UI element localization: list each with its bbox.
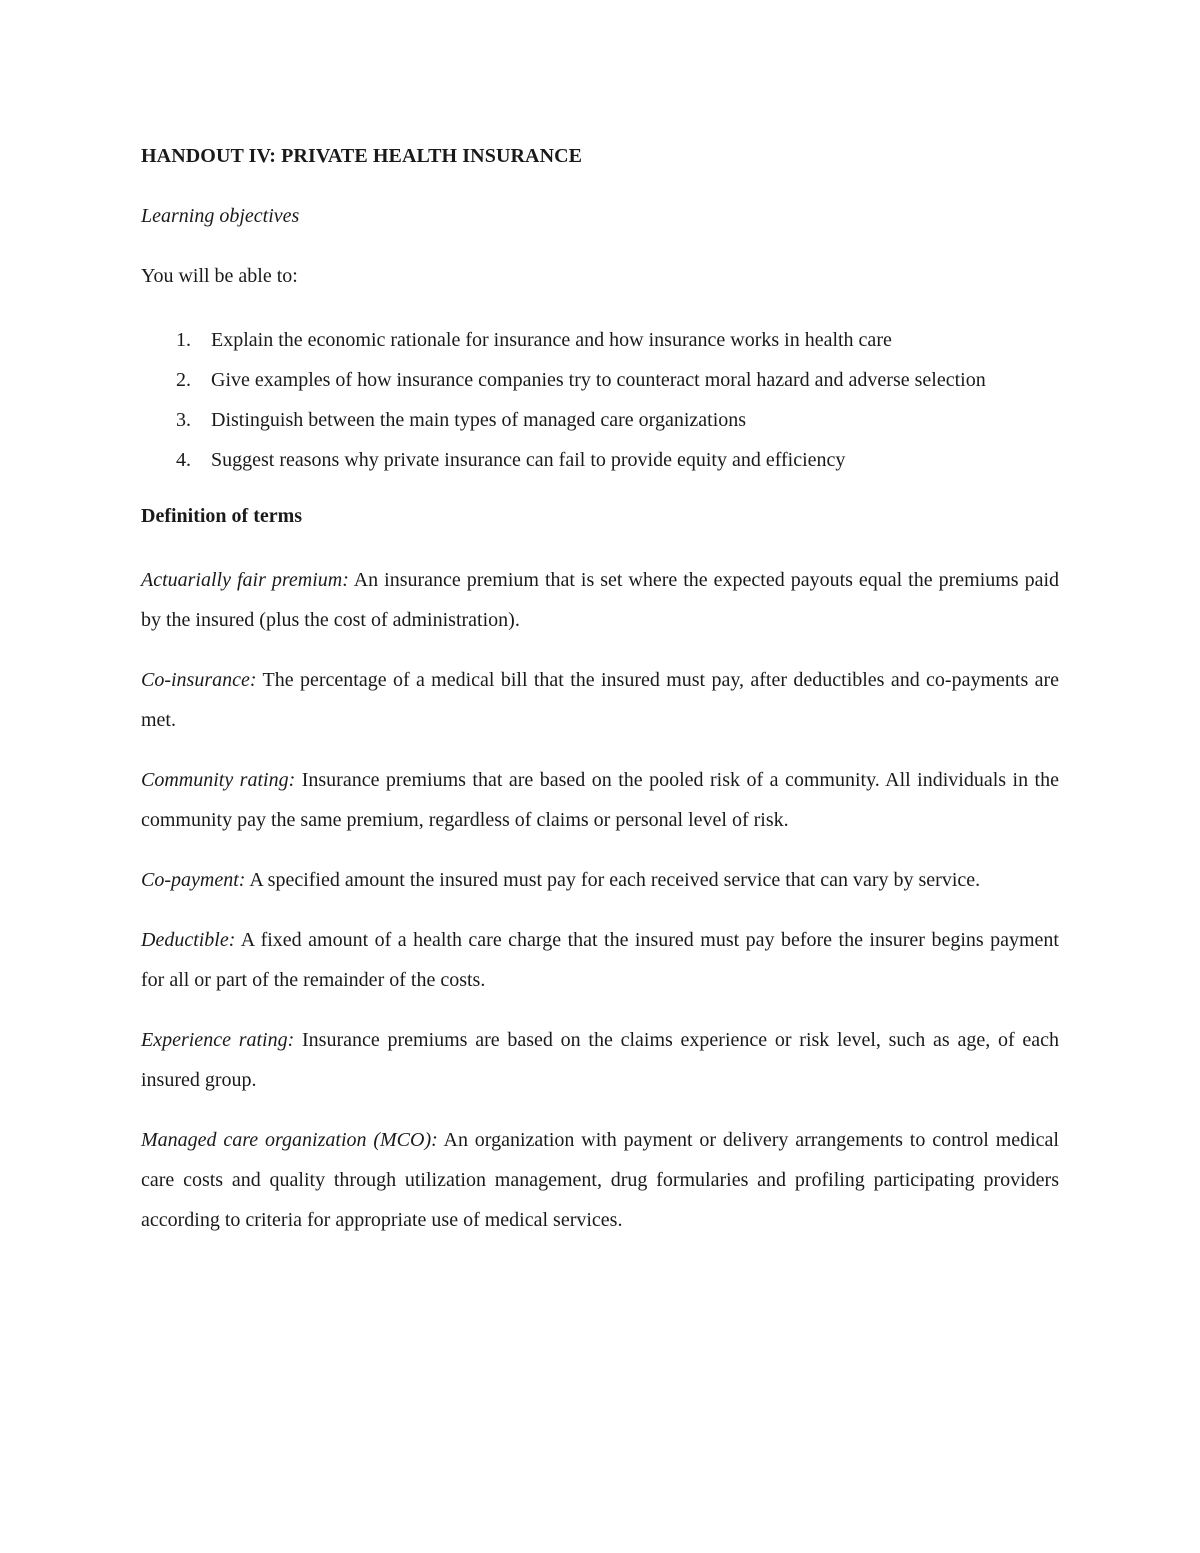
term-definition xyxy=(141,1020,1059,1100)
term-text: A specified amount the insured must pay for each received service that can vary by service. xyxy=(245,869,981,891)
list-item-text: Distinguish between the main types of managed care organizations xyxy=(211,409,747,431)
document-title: HANDOUT IV: PRIVATE HEALTH INSURANCE xyxy=(141,145,583,167)
term-name: Managed care organization (MCO): xyxy=(141,1129,438,1151)
list-item-text: Suggest reasons why private insurance can fail to provide equity and efficiency xyxy=(211,449,846,471)
term-name: Community rating: xyxy=(141,769,296,791)
list-item xyxy=(141,400,1059,440)
term-text: Insurance premiums are based on the claims experience or risk level, such as age, of each insured group. xyxy=(141,1029,1060,1091)
term-name: Co-payment: xyxy=(141,869,246,891)
term-definition xyxy=(141,860,1059,900)
list-item-number: 3. xyxy=(176,409,191,431)
list-item-number: 4. xyxy=(176,449,191,471)
term-text: Insurance premiums that are based on the pooled risk of a community. All individuals in the community pay the same premium, regardless of claims or personal level of risk. xyxy=(141,769,1059,831)
list-item xyxy=(141,320,1059,360)
list-item-number: 1. xyxy=(176,329,191,351)
list-item xyxy=(141,440,1059,480)
term-definition xyxy=(141,760,1059,840)
term-definition xyxy=(141,1120,1059,1240)
term-name: Actuarially fair premium: xyxy=(141,569,349,591)
term-text: An insurance premium that is set where the expected payouts equal the premiums paid by the insured (plus the cost of administration). xyxy=(141,569,1059,631)
list-item xyxy=(141,360,1059,400)
term-definition xyxy=(141,920,1059,1000)
term-definition xyxy=(141,560,1059,640)
objectives-intro: You will be able to: xyxy=(141,265,298,287)
term-name: Co-insurance: xyxy=(141,669,257,691)
objectives-heading: Learning objectives xyxy=(141,205,300,227)
term-text: A fixed amount of a health care charge that the insured must pay before the insurer begins payment for all or part of the remainder of the costs. xyxy=(141,929,1059,991)
list-item-number: 2. xyxy=(176,369,191,391)
term-text: An organization with payment or delivery arrangements to control medical care costs and quality through utilization management, drug formularies and profiling participating providers according to criteria for appropriate use of medical services. xyxy=(141,1129,1059,1231)
objectives-list xyxy=(141,320,1059,480)
term-text: The percentage of a medical bill that the insured must pay, after deductibles and co-payments are met. xyxy=(141,669,1059,731)
definitions-heading: Definition of terms xyxy=(141,505,303,527)
term-name: Deductible: xyxy=(141,929,236,951)
list-item-text: Give examples of how insurance companies try to counteract moral hazard and adverse selection xyxy=(211,369,986,391)
document-page xyxy=(141,140,1059,1260)
term-definition xyxy=(141,660,1059,740)
list-item-text: Explain the economic rationale for insurance and how insurance works in health care xyxy=(211,329,892,351)
term-name: Experience rating: xyxy=(141,1029,295,1051)
